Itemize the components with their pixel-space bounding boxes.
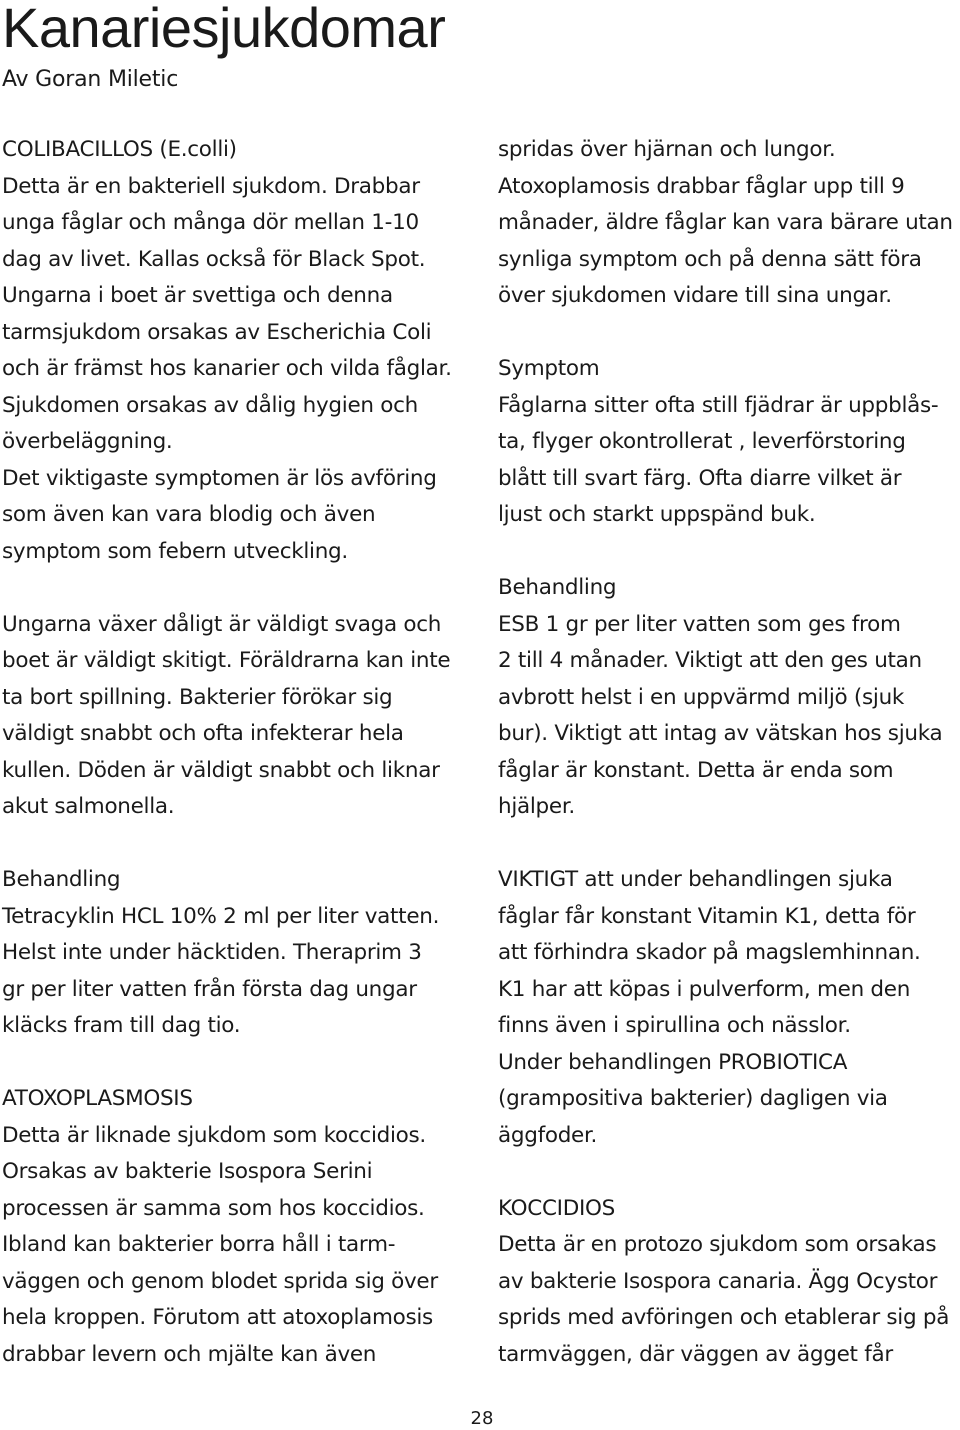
paragraph-gap: [498, 826, 958, 863]
text-line: ATOXOPLASMOSIS: [2, 1086, 193, 1111]
text-line: Ibland kan bakterier borra håll i tarm-: [2, 1232, 396, 1257]
text-line: Detta är liknade sjukdom som koccidios.: [2, 1122, 426, 1148]
text-line: bur). Viktigt att intag av vätskan hos sjuka: [498, 721, 943, 746]
text-line: drabbar levern och mjälte kan även: [2, 1341, 377, 1367]
text-line: månader, äldre fåglar kan vara bärare utan: [498, 210, 953, 235]
text-line: COLIBACILLOS (E.colli): [2, 137, 237, 162]
text-line: hela kroppen. Förutom att atoxoplamosis: [2, 1305, 433, 1330]
text-line: kullen. Döden är väldigt snabbt och liknar: [2, 757, 440, 783]
text-line: överbeläggning.: [2, 429, 173, 454]
text-line: ta, flyger okontrollerat , leverförstoring: [498, 429, 906, 454]
page-title: Kanariesjukdomar: [2, 0, 446, 59]
paragraph-gap: [498, 315, 958, 352]
text-line: Detta är en protozo sjukdom som orsakas: [498, 1232, 937, 1257]
text-line: symptom som febern utveckling.: [2, 538, 348, 564]
text-line: Detta är en bakteriell sjukdom. Drabbar: [2, 173, 420, 199]
text-line: Sjukdomen orsakas av dålig hygien och: [2, 392, 418, 418]
text-line: blått till svart färg. Ofta diarre vilket är: [498, 465, 902, 491]
text-line: sprids med avföringen och etablerar sig på: [498, 1305, 950, 1330]
text-line: av bakterie Isospora canaria. Ägg Ocystor: [498, 1268, 938, 1294]
page-number: 28: [470, 1408, 494, 1429]
text-line: akut salmonella.: [2, 794, 175, 819]
text-line: att förhindra skador på magslemhinnan.: [498, 940, 921, 965]
text-line: Behandling: [498, 575, 617, 600]
text-line: (grampositiva bakterier) dagligen via: [498, 1086, 888, 1111]
text-line: Helst inte under häcktiden. Theraprim 3: [2, 940, 422, 965]
text-line: Ungarna växer dåligt är väldigt svaga och: [2, 611, 442, 637]
left-text-column: [2, 132, 472, 1373]
text-line: K1 har att köpas i pulverform, men den: [498, 976, 911, 1002]
paragraph-gap: [2, 570, 472, 607]
text-line: hjälper.: [498, 794, 575, 819]
text-line: ljust och starkt uppspänd buk.: [498, 502, 816, 527]
text-line: väggen och genom blodet sprida sig över: [2, 1268, 438, 1294]
text-line: unga fåglar och många dör mellan 1-10: [2, 210, 419, 235]
text-line: processen är samma som hos koccidios.: [2, 1195, 425, 1221]
text-line: ESB 1 gr per liter vatten som ges from: [498, 611, 901, 637]
text-line: fåglar är konstant. Detta är enda som: [498, 757, 894, 783]
text-line: Under behandlingen PROBIOTICA: [498, 1049, 848, 1075]
text-line: 2 till 4 månader. Viktigt att den ges utan: [498, 648, 922, 673]
text-line: väldigt snabbt och ofta infekterar hela: [2, 721, 404, 746]
text-line: Fåglarna sitter ofta still fjädrar är uppblås-: [498, 392, 939, 418]
text-line: Orsakas av bakterie Isospora Serini: [2, 1159, 373, 1184]
text-line: och är främst hos kanarier och vilda fåglar.: [2, 356, 452, 381]
text-line: äggfoder.: [498, 1122, 598, 1148]
paragraph-gap: [498, 1154, 958, 1191]
text-line: dag av livet. Kallas också för Black Spot.: [2, 246, 426, 272]
text-line: tarmsjukdom orsakas av Escherichia Coli: [2, 319, 432, 345]
text-line: som även kan vara blodig och även: [2, 502, 376, 527]
text-line: Symptom: [498, 356, 600, 381]
text-line: Behandling: [2, 867, 121, 892]
text-line: boet är väldigt skitigt. Föräldrarna kan inte: [2, 648, 451, 673]
paragraph-gap: [498, 534, 958, 571]
text-line: finns även i spirullina och nässlor.: [498, 1013, 851, 1038]
text-line: Det viktigaste symptomen är lös avföring: [2, 465, 437, 491]
paragraph-gap: [2, 826, 472, 863]
text-line: ta bort spillning. Bakterier förökar sig: [2, 684, 393, 710]
text-line: Atoxoplamosis drabbar fåglar upp till 9: [498, 173, 905, 199]
text-line: KOCCIDIOS: [498, 1195, 615, 1221]
text-line: över sjukdomen vidare till sina ungar.: [498, 283, 892, 308]
text-line: VIKTIGT att under behandlingen sjuka: [498, 867, 893, 892]
author-byline: Av Goran Miletic: [2, 67, 179, 92]
text-line: spridas över hjärnan och lungor.: [498, 137, 836, 162]
text-line: synliga symptom och på denna sätt föra: [498, 246, 922, 272]
right-text-column: [498, 132, 958, 1373]
text-line: kläcks fram till dag tio.: [2, 1013, 241, 1038]
text-line: fåglar får konstant Vitamin K1, detta för: [498, 903, 916, 929]
text-line: Ungarna i boet är svettiga och denna: [2, 283, 393, 308]
text-line: avbrott helst i en uppvärmd miljö (sjuk: [498, 684, 905, 710]
paragraph-gap: [2, 1045, 472, 1082]
text-line: tarmväggen, där väggen av ägget får: [498, 1341, 893, 1367]
text-line: gr per liter vatten från första dag ungar: [2, 976, 417, 1002]
text-line: Tetracyklin HCL 10% 2 ml per liter vatten.: [2, 903, 440, 929]
